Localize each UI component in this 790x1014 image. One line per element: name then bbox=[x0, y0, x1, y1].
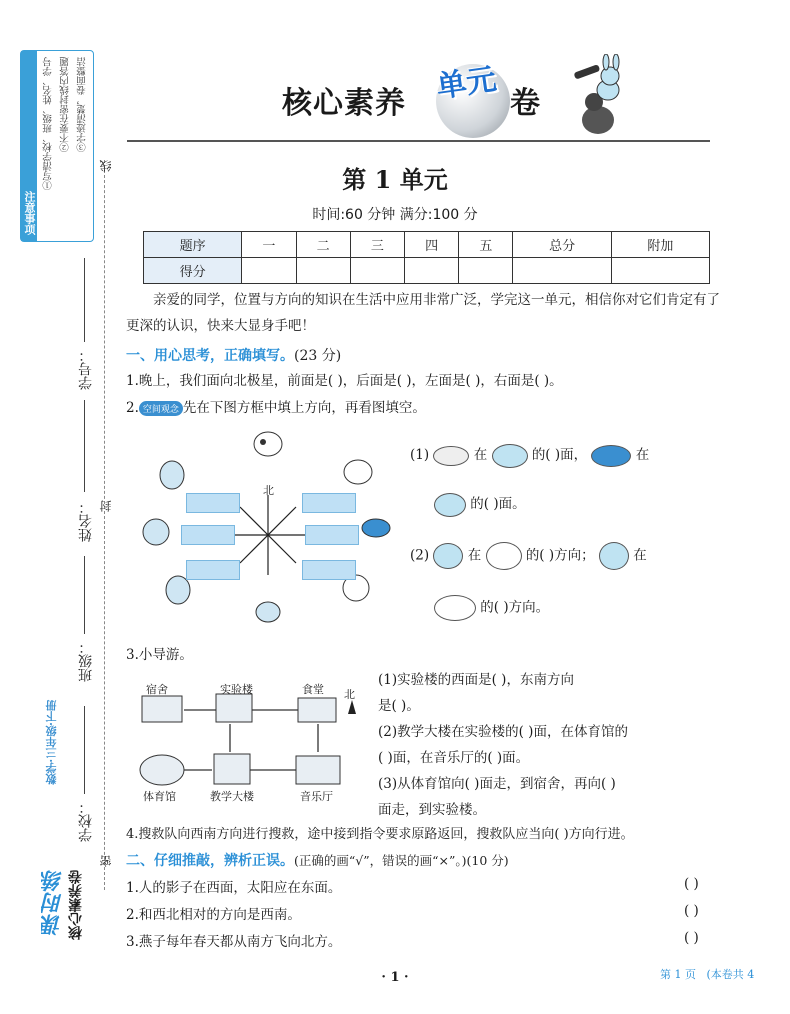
q2-sub1-zai1: 在 bbox=[473, 447, 488, 463]
direction-box-e[interactable] bbox=[305, 525, 359, 545]
direction-box-nw[interactable] bbox=[186, 493, 240, 513]
canteen-icon bbox=[298, 698, 336, 722]
brand-title: 核心素养 bbox=[282, 86, 406, 121]
seal-char-feng: 封 bbox=[99, 500, 113, 512]
q2-sub2-zai1: 在 bbox=[467, 547, 482, 564]
score-cell: 二 bbox=[296, 232, 350, 258]
section2-title bbox=[126, 850, 509, 870]
page-number: · 1 · bbox=[381, 970, 409, 985]
bird-icon bbox=[492, 444, 528, 468]
field-line bbox=[84, 556, 85, 634]
field-line bbox=[84, 706, 85, 794]
q2-sub1-zai2: 在 bbox=[635, 447, 650, 463]
score-table bbox=[143, 231, 710, 284]
lab-icon bbox=[216, 694, 252, 722]
q2-sub2-line1 bbox=[410, 542, 647, 570]
unit-badge: 单元 bbox=[434, 61, 499, 105]
judge-item-2: 2.和西北相对的方向是西南。 bbox=[126, 907, 301, 923]
score-cell: 附加 bbox=[611, 232, 709, 258]
butterfly-icon bbox=[344, 460, 372, 484]
q2-sub1-blank1: 的( )面， bbox=[531, 447, 588, 463]
score-input-cell[interactable] bbox=[513, 258, 611, 284]
concert-hall-icon bbox=[296, 756, 340, 784]
monkey-icon bbox=[166, 576, 190, 604]
direction-box-w[interactable] bbox=[181, 525, 235, 545]
time-score-line: 时间:60 分钟 满分:100 分 bbox=[312, 207, 478, 223]
section2-title-text: 二、仔细推敲，辨析正误。 bbox=[126, 853, 294, 869]
header-rule bbox=[127, 140, 710, 142]
q3-line-1: (1)实验楼的西面是( )，东南方向 bbox=[378, 672, 574, 688]
north-arrow-icon bbox=[348, 700, 356, 714]
unit-title: 第 1 单元 bbox=[342, 165, 448, 194]
intro-paragraph: 亲爱的同学，位置与方向的知识在生活中应用非常广泛，学完这一单元，相信你对它们肯定有了更深的认识，快来大显身手吧！ bbox=[126, 292, 720, 334]
score-cell: 一 bbox=[242, 232, 296, 258]
score-table-header-row bbox=[144, 232, 710, 258]
q2-sub2-line2 bbox=[434, 595, 549, 621]
q3-line-5: (3)从体育馆向( )面走，到宿舍，再向( ) bbox=[378, 776, 616, 792]
page-total: (本卷共 4 bbox=[706, 968, 755, 981]
mouse-icon bbox=[433, 543, 463, 569]
field-class: 班级： bbox=[78, 640, 94, 682]
score-cell: 题序 bbox=[144, 232, 242, 258]
q2-sub2-blank2: 的( )方向。 bbox=[480, 599, 550, 616]
place-concert-hall: 音乐厅 bbox=[300, 790, 333, 803]
brand-suffix: 卷 bbox=[510, 86, 540, 121]
notice-line-1: ①写清学校、班级、姓名、学号 bbox=[43, 57, 54, 190]
seal-char-mi: 密 bbox=[99, 855, 113, 867]
seal-line bbox=[104, 160, 105, 890]
score-cell: 总分 bbox=[513, 232, 611, 258]
score-input-cell[interactable] bbox=[296, 258, 350, 284]
map-north-label: 北 bbox=[344, 688, 355, 701]
q2-sub1-line1 bbox=[410, 443, 649, 468]
compass-north-label: 北 bbox=[263, 484, 274, 497]
judge-item-1: 1.人的影子在西面，太阳应在东面。 bbox=[126, 880, 342, 896]
judge-answer-1[interactable]: ( ) bbox=[684, 876, 699, 892]
field-line bbox=[84, 400, 85, 492]
field-school: 学校： bbox=[78, 800, 94, 842]
gym-icon bbox=[140, 755, 184, 785]
q2-prompt bbox=[126, 396, 426, 416]
section1-title bbox=[126, 345, 341, 365]
bird-icon bbox=[486, 542, 522, 570]
place-gym: 体育馆 bbox=[143, 790, 176, 803]
judge-item-3: 3.燕子每年春天都从南方飞向北方。 bbox=[126, 934, 342, 950]
dog-icon bbox=[433, 446, 469, 466]
compass-diagram bbox=[130, 420, 400, 635]
q2-sub1-blank2: 的( )面。 bbox=[470, 496, 526, 512]
rabbit-cat-illustration bbox=[558, 54, 638, 140]
score-input-cell[interactable] bbox=[242, 258, 296, 284]
q2-sub1-line2 bbox=[434, 492, 526, 517]
fish-icon bbox=[362, 519, 390, 537]
mouse-icon bbox=[160, 461, 184, 489]
q3-line-2: 是( )。 bbox=[378, 698, 420, 714]
place-canteen: 食堂 bbox=[302, 683, 324, 696]
q2-number: 2. bbox=[126, 400, 139, 416]
teaching-building-icon bbox=[214, 754, 250, 784]
fish-icon bbox=[591, 445, 631, 467]
score-cell: 得分 bbox=[144, 258, 242, 284]
frog-icon bbox=[434, 493, 466, 517]
brand-kelian: 课时练 bbox=[41, 870, 66, 936]
notice-line-2: ②不要在密封线内答题 bbox=[60, 57, 71, 152]
q2-sub2-zai2: 在 bbox=[633, 547, 647, 564]
field-name: 姓名： bbox=[78, 500, 94, 542]
q2-sub1-num: (1) bbox=[410, 447, 430, 463]
field-line bbox=[84, 258, 85, 342]
section1-title-text: 一、用心思考，正确填写。 bbox=[126, 348, 294, 364]
subject-label: 数学·三年级·下册 bbox=[45, 700, 58, 785]
score-input-cell[interactable] bbox=[404, 258, 458, 284]
frog-icon bbox=[143, 519, 169, 545]
butterfly-icon bbox=[434, 595, 476, 621]
q3-line-6: 面走，到实验楼。 bbox=[378, 802, 486, 818]
score-table-score-row bbox=[144, 258, 710, 284]
score-input-cell[interactable] bbox=[611, 258, 709, 284]
q2-sub2-blank1: 的( )方向； bbox=[525, 547, 595, 564]
q2-tag: 空间观念 bbox=[139, 401, 183, 416]
q4-text: 4.搜救队向西南方向进行搜救，途中接到指令要求原路返回，搜救队应当向( )方向行进。 bbox=[126, 827, 634, 842]
section2-note: (正确的画“√”，错误的画“×”。)(10 分) bbox=[294, 853, 509, 868]
q1-text: 1.晚上，我们面向北极星，前面是( )，后面是( )，左面是( )，右面是( )。 bbox=[126, 373, 563, 389]
page-label: 第 1 页 bbox=[660, 968, 696, 981]
bottom-brand-logo bbox=[22, 870, 112, 950]
direction-box-ne[interactable] bbox=[302, 493, 356, 513]
q2-text: 先在下图方框中填上方向，再看图填空。 bbox=[182, 400, 426, 416]
score-input-cell[interactable] bbox=[350, 258, 404, 284]
chick-icon bbox=[256, 602, 280, 622]
field-student-id: 学号： bbox=[78, 348, 94, 390]
direction-box-se[interactable] bbox=[302, 560, 356, 580]
notice-title: 注意事项 bbox=[21, 51, 37, 241]
monkey-icon bbox=[599, 542, 629, 570]
score-cell: 四 bbox=[404, 232, 458, 258]
judge-answer-3[interactable]: ( ) bbox=[684, 930, 699, 946]
brand-hexin: 核心素养卷 bbox=[68, 870, 84, 940]
direction-box-sw[interactable] bbox=[186, 560, 240, 580]
seal-char-xian: 线 bbox=[99, 160, 113, 172]
dorm-icon bbox=[142, 696, 182, 722]
q3-line-4: ( )面，在音乐厅的( )面。 bbox=[378, 750, 530, 766]
score-cell: 五 bbox=[459, 232, 513, 258]
judge-answer-2[interactable]: ( ) bbox=[684, 903, 699, 919]
place-lab: 实验楼 bbox=[220, 683, 253, 696]
place-teaching-building: 教学大楼 bbox=[210, 790, 254, 803]
notice-line-3: ③字迹清楚，卷面整洁 bbox=[77, 57, 88, 152]
place-dorm: 宿舍 bbox=[146, 683, 168, 696]
q3-title: 3.小导游。 bbox=[126, 647, 193, 663]
section1-points: (23 分) bbox=[294, 348, 342, 364]
score-input-cell[interactable] bbox=[459, 258, 513, 284]
score-cell: 三 bbox=[350, 232, 404, 258]
q2-sub2-num: (2) bbox=[410, 547, 430, 564]
dog-icon bbox=[254, 432, 282, 456]
page-footer-info bbox=[660, 966, 754, 982]
q3-line-3: (2)教学大楼在实验楼的( )面，在体育馆的 bbox=[378, 724, 628, 740]
